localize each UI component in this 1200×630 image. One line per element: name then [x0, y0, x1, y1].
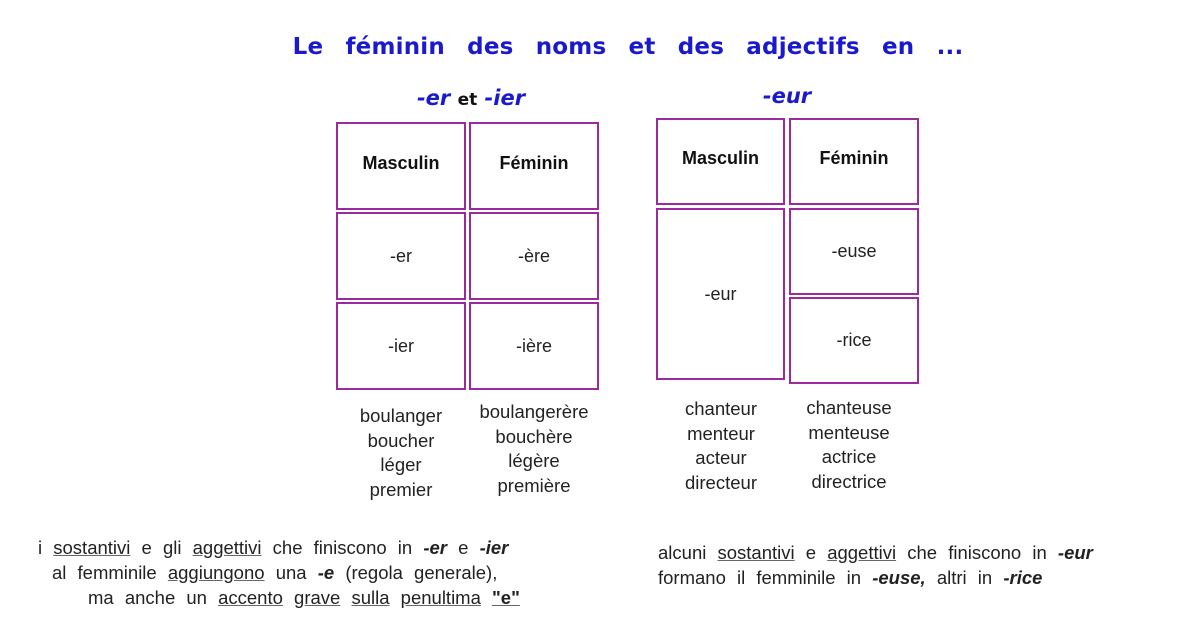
example-word: directeur	[685, 472, 757, 494]
heading-er: -er	[416, 86, 451, 110]
example-word: boulanger	[359, 405, 443, 426]
left-cell-iere: -ière	[469, 302, 599, 390]
example-word: directrice	[811, 471, 887, 493]
left-header-feminin: Féminin	[469, 122, 599, 210]
right-examples-feminin	[764, 396, 934, 495]
example-word: menteur	[687, 422, 755, 444]
page-title: Le féminin des noms et des adjectifs en ...	[292, 34, 964, 60]
example-word: acteur	[695, 447, 747, 469]
left-note-line-2: al femminile aggiungono una -e (regola generale),	[52, 562, 498, 583]
example-word: boucher	[367, 429, 435, 451]
right-cell-euse: -euse	[789, 208, 919, 295]
left-cell-ere: -ère	[469, 212, 599, 300]
example-word: chanteuse	[806, 397, 892, 418]
right-header-feminin: Féminin	[789, 118, 919, 205]
example-word: menteuse	[808, 421, 890, 443]
right-note-line-1: alcuni sostantivi e aggettivi che finiscono in -eur	[658, 542, 1093, 563]
left-note-line-1: i sostantivi e gli aggettivi che finiscono in -er e -ier	[38, 537, 509, 558]
right-header-masculin: Masculin	[656, 118, 785, 205]
example-word: actrice	[821, 446, 877, 468]
left-note-line-3: ma anche un accento grave sulla penultima "e"	[88, 587, 520, 608]
heading-eur: -eur	[762, 84, 812, 108]
right-cell-rice: -rice	[789, 297, 919, 384]
left-header-masculin: Masculin	[336, 122, 466, 210]
left-examples-feminin	[449, 400, 619, 499]
right-cell-eur: -eur	[656, 208, 785, 380]
example-word: chanteur	[685, 398, 757, 419]
example-word: première	[497, 475, 571, 497]
example-word: légère	[508, 450, 560, 472]
left-cell-ier: -ier	[336, 302, 466, 390]
right-note-line-2: formano il femminile in -euse, altri in -rice	[658, 567, 1043, 588]
example-word: premier	[369, 479, 433, 501]
example-word: boulangerère	[479, 401, 589, 422]
example-word: léger	[380, 454, 422, 476]
section-heading-er-ier	[336, 86, 606, 110]
section-heading-eur	[656, 84, 918, 108]
example-word: bouchère	[495, 425, 573, 447]
heading-ier: -ier	[484, 86, 526, 110]
left-cell-er: -er	[336, 212, 466, 300]
heading-joiner: et	[457, 90, 478, 110]
